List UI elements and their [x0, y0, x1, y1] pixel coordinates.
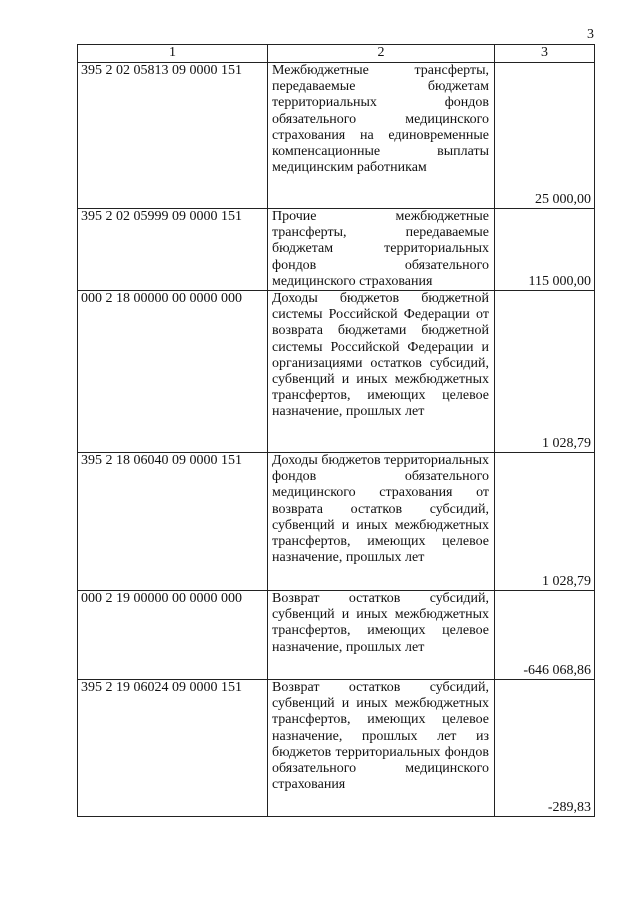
- description-cell: Доходы бюджетов бюджетной системы Российской Федерации от возврата бюджетами бюджетной системы Российской Федерации и организациями остатков субсидий, субвенций и иных межбюджетных трансфертов, имеющих целевое назначение, прошлых лет: [268, 291, 495, 453]
- table-row: [78, 453, 595, 591]
- table-row: [78, 591, 595, 680]
- table-row: [78, 209, 595, 291]
- description-cell: Межбюджетные трансферты, передаваемые бюджетам территориальных фондов обязательного медицинского страхования на единовременные компенсационные выплаты медицинским работникам: [268, 63, 495, 209]
- amount-cell: -646 068,86: [495, 591, 595, 680]
- table-row: [78, 680, 595, 817]
- column-header-amount: 3: [495, 45, 595, 63]
- column-header-description: 2: [268, 45, 495, 63]
- amount-cell: 115 000,00: [495, 209, 595, 291]
- description-cell: Возврат остатков субсидий, субвенций и иных межбюджетных трансфертов, имеющих целевое назначение, прошлых лет: [268, 591, 495, 680]
- amount-cell: 25 000,00: [495, 63, 595, 209]
- budget-code-cell: 395 2 02 05999 09 0000 151: [78, 209, 268, 291]
- description-cell: Прочие межбюджетные трансферты, передаваемые бюджетам территориальных фондов обязательного медицинского страхования: [268, 209, 495, 291]
- budget-code-cell: 395 2 19 06024 09 0000 151: [78, 680, 268, 817]
- budget-code-cell: 395 2 02 05813 09 0000 151: [78, 63, 268, 209]
- page-number: 3: [587, 27, 594, 42]
- table-header-row: [78, 45, 595, 63]
- table-row: [78, 291, 595, 453]
- description-cell: Возврат остатков субсидий, субвенций и иных межбюджетных трансфертов, имеющих целевое назначение, прошлых лет из бюджетов территориальных фондов обязательного медицинского страхования: [268, 680, 495, 817]
- amount-cell: 1 028,79: [495, 291, 595, 453]
- budget-code-cell: 395 2 18 06040 09 0000 151: [78, 453, 268, 591]
- budget-code-cell: 000 2 19 00000 00 0000 000: [78, 591, 268, 680]
- amount-cell: -289,83: [495, 680, 595, 817]
- table-row: [78, 63, 595, 209]
- description-cell: Доходы бюджетов территориальных фондов обязательного медицинского страхования от возврата остатков субсидий, субвенций и иных межбюджетных трансфертов, имеющих целевое назначение, прошлых лет: [268, 453, 495, 591]
- column-header-code: 1: [78, 45, 268, 63]
- budget-revenue-table: [77, 44, 595, 817]
- amount-cell: 1 028,79: [495, 453, 595, 591]
- budget-code-cell: 000 2 18 00000 00 0000 000: [78, 291, 268, 453]
